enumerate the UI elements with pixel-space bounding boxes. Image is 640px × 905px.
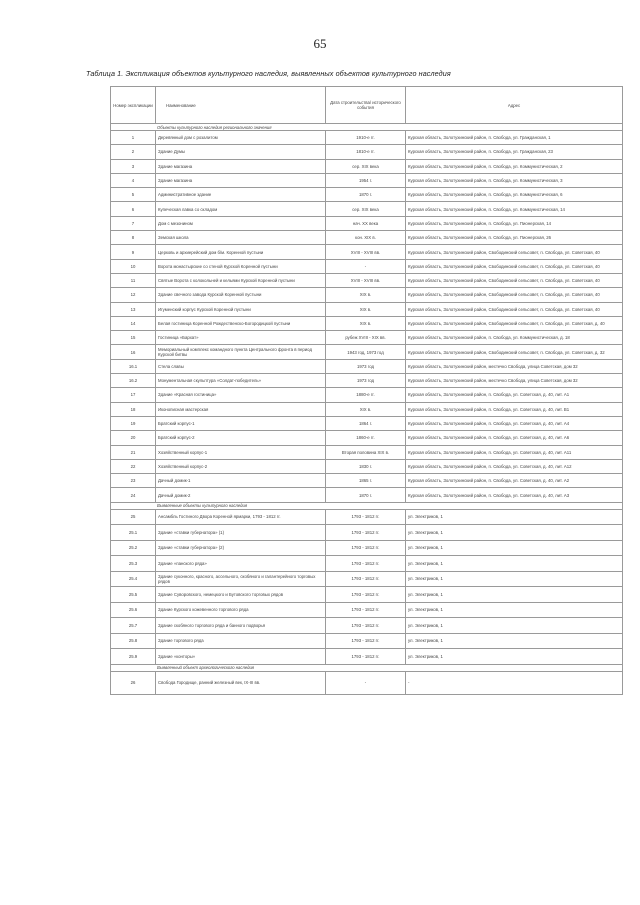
- cell-date: 1973 год: [326, 359, 406, 373]
- cell-number: 23: [111, 474, 156, 488]
- cell-date: 1793 - 1812 гг.: [326, 587, 406, 603]
- table-row: [111, 173, 623, 187]
- cell-name: Иконописная мастерская: [156, 402, 326, 416]
- cell-address: Курская область, Золотухинский район, местечко Свобода, улица Советская, дом 32: [406, 374, 623, 388]
- cell-name: Деревянный дом с розалитом: [156, 131, 326, 145]
- explication-table: [110, 86, 623, 695]
- cell-name: Здание Думы: [156, 145, 326, 159]
- cell-address: Курская область, Золотухинский район, п. Свобода, ул. Пионерская, 26: [406, 231, 623, 245]
- cell-number: 15: [111, 331, 156, 345]
- table-row: [111, 288, 623, 302]
- table-header-row: [111, 87, 623, 124]
- cell-address: Курская область, Золотухинский район, Свободинский сельсовет, п. Свобода, ул. Советская, 40: [406, 288, 623, 302]
- cell-date: 1793 - 1812 гг.: [326, 509, 406, 525]
- cell-date: 1910-е гг.: [326, 131, 406, 145]
- cell-number: 25.4: [111, 571, 156, 587]
- section-row: [111, 124, 623, 131]
- cell-address: Курская область, Золотухинский район, Свободинский сельсовет, п. Свобода, ул. Советская, 40: [406, 259, 623, 273]
- cell-name: Святые Ворота с колокольней и кельями Курской Коренной пустыни: [156, 273, 326, 287]
- cell-number: 9: [111, 245, 156, 259]
- cell-number: 25.3: [111, 556, 156, 572]
- cell-date: Вторая половина XIX в.: [326, 445, 406, 459]
- table-row: [111, 245, 623, 259]
- table-row: [111, 509, 623, 525]
- cell-number: 21: [111, 445, 156, 459]
- table-row: [111, 231, 623, 245]
- cell-name: Здание «ставки губернатора» (2): [156, 540, 326, 556]
- cell-number: 12: [111, 288, 156, 302]
- cell-address: Курская область, Золотухинский район, п. Свобода, ул. Советская, д. 40, лит. А6: [406, 431, 623, 445]
- cell-address: Курская область, Золотухинский район, Свободинский сельсовет, п. Свобода, ул. Советская, 40: [406, 302, 623, 316]
- cell-name: Здание магазина: [156, 159, 326, 173]
- cell-name: Дачный домик-1: [156, 474, 326, 488]
- table-row: [111, 618, 623, 634]
- table-row: [111, 131, 623, 145]
- cell-number: 16: [111, 345, 156, 359]
- cell-number: 8: [111, 231, 156, 245]
- cell-name: Здание скобяного торгового ряда и банного подворья: [156, 618, 326, 634]
- cell-name: Земская школа: [156, 231, 326, 245]
- table-title: Таблица 1. Экспликация объектов культурного наследия, выявленных объектов культурного наследия: [86, 69, 451, 78]
- table-row: [111, 302, 623, 316]
- cell-date: -: [326, 671, 406, 694]
- cell-name: Братский корпус-2: [156, 431, 326, 445]
- cell-address: ул. Электриков, 1: [406, 649, 623, 665]
- table-row: [111, 474, 623, 488]
- page-number: 65: [313, 36, 327, 51]
- table-row: [111, 273, 623, 287]
- table-row: [111, 540, 623, 556]
- table-row: [111, 488, 623, 502]
- cell-name: Хозяйственный корпус-1: [156, 445, 326, 459]
- column-header-name: Наименование: [156, 87, 326, 124]
- cell-number: 4: [111, 173, 156, 187]
- table-row: [111, 459, 623, 473]
- column-header-date: Дата строительства/ исторического события: [326, 87, 406, 124]
- cell-name: Игуменский корпус Курской Коренной пустыни: [156, 302, 326, 316]
- cell-number: 16.1: [111, 359, 156, 373]
- cell-number: 11: [111, 273, 156, 287]
- cell-address: -: [406, 671, 623, 694]
- cell-number: 5: [111, 188, 156, 202]
- cell-date: нач. XX века: [326, 216, 406, 230]
- cell-name: Здание «Красная гостиница»: [156, 388, 326, 402]
- cell-number: 25.6: [111, 602, 156, 618]
- cell-address: Курская область, Золотухинский район, п. Свобода, ул. Советская, д. 40, лит. А12: [406, 459, 623, 473]
- cell-name: Ансамбль Гостиного Двора Коренной ярмарки, 1793 - 1812 гг.: [156, 509, 326, 525]
- cell-name: Ворота монастырские со стеной Курской Коренной пустыни: [156, 259, 326, 273]
- cell-date: 1870 г.: [326, 188, 406, 202]
- cell-date: XIX в.: [326, 302, 406, 316]
- cell-number: 1: [111, 131, 156, 145]
- cell-name: Гостиница «Бархат»: [156, 331, 326, 345]
- section-title: Выявленный объект археологического наследия: [111, 664, 623, 671]
- cell-number: 13: [111, 302, 156, 316]
- table-row: [111, 259, 623, 273]
- cell-date: 1810-е гг.: [326, 145, 406, 159]
- table-row: [111, 602, 623, 618]
- table-row: [111, 316, 623, 330]
- cell-date: 1793 - 1812 гг.: [326, 571, 406, 587]
- cell-number: 24: [111, 488, 156, 502]
- cell-address: Курская область, Золотухинский район, Свободинский сельсовет, п. Свобода, ул. Советская, 40: [406, 245, 623, 259]
- table-row: [111, 388, 623, 402]
- section-title: Объекты культурного наследия регионального значения: [111, 124, 623, 131]
- cell-number: 25: [111, 509, 156, 525]
- cell-name: Здание «конторы»: [156, 649, 326, 665]
- cell-date: сер. XIX века: [326, 202, 406, 216]
- cell-address: Курская область, Золотухинский район, п. Свобода, ул. Советская, д. 40, лит. А1: [406, 388, 623, 402]
- cell-name: Братский корпус-1: [156, 416, 326, 430]
- cell-date: 1860-е гг.: [326, 431, 406, 445]
- cell-name: Здание торгового ряда: [156, 633, 326, 649]
- cell-date: XIX в.: [326, 288, 406, 302]
- cell-name: Дом с мезонином: [156, 216, 326, 230]
- cell-date: 1793 - 1812 гг.: [326, 602, 406, 618]
- table-row: [111, 402, 623, 416]
- cell-number: 19: [111, 416, 156, 430]
- cell-address: ул. Электриков, 1: [406, 633, 623, 649]
- section-row: [111, 502, 623, 509]
- cell-address: ул. Электриков, 1: [406, 540, 623, 556]
- cell-date: 1793 - 1812 гг.: [326, 540, 406, 556]
- cell-name: Мемориальный комплекс командного пункта Центрального фронта в период Курской битвы: [156, 345, 326, 359]
- cell-date: 1793 - 1812 гг.: [326, 618, 406, 634]
- cell-date: 1830 г.: [326, 459, 406, 473]
- cell-number: 25.1: [111, 525, 156, 541]
- cell-number: 25.2: [111, 540, 156, 556]
- cell-number: 22: [111, 459, 156, 473]
- table-row: [111, 202, 623, 216]
- cell-number: 7: [111, 216, 156, 230]
- cell-address: Курская область, Золотухинский район, Свободинский сельсовет, п. Свобода, ул. Советская, 40: [406, 273, 623, 287]
- table-row: [111, 188, 623, 202]
- cell-number: 2: [111, 145, 156, 159]
- table-row: [111, 525, 623, 541]
- cell-address: Курская область, Золотухинский район, Свободинский сельсовет, п. Свобода, ул. Советская, д. 40: [406, 316, 623, 330]
- cell-address: ул. Электриков, 1: [406, 556, 623, 572]
- table-row: [111, 445, 623, 459]
- table-row: [111, 159, 623, 173]
- cell-address: ул. Электриков, 1: [406, 571, 623, 587]
- cell-address: Курская область, Золотухинский район, п. Свобода, ул. Советская, д. 40, лит. А3: [406, 488, 623, 502]
- cell-name: Дачный домик-2: [156, 488, 326, 502]
- cell-address: Курская область, Золотухинский район, местечко Свобода, улица Советская, дом 32: [406, 359, 623, 373]
- table-row: [111, 431, 623, 445]
- cell-date: кон. XIX в.: [326, 231, 406, 245]
- cell-address: ул. Электриков, 1: [406, 618, 623, 634]
- cell-address: ул. Электриков, 1: [406, 525, 623, 541]
- table-row: [111, 649, 623, 665]
- cell-number: 17: [111, 388, 156, 402]
- cell-date: рубеж XVIII - XIX вв.: [326, 331, 406, 345]
- table-body: [111, 124, 623, 695]
- table-row: [111, 374, 623, 388]
- section-row: [111, 664, 623, 671]
- cell-name: Здание Курского кожевенного торгового ряда: [156, 602, 326, 618]
- cell-address: ул. Электриков, 1: [406, 587, 623, 603]
- cell-name: Здание свечного завода Курской Коренной пустыни: [156, 288, 326, 302]
- cell-address: ул. Электриков, 1: [406, 602, 623, 618]
- cell-address: Курская область, Золотухинский район, п. Свобода, ул. Коммунистическая, 6: [406, 188, 623, 202]
- cell-date: 1793 - 1812 гг.: [326, 649, 406, 665]
- cell-address: ул. Электриков, 1: [406, 509, 623, 525]
- cell-address: Курская область, Золотухинский район, п. Свобода, ул. Коммунистическая, 14: [406, 202, 623, 216]
- table-row: [111, 633, 623, 649]
- cell-date: 1793 - 1812 гг.: [326, 525, 406, 541]
- cell-date: 1954 г.: [326, 173, 406, 187]
- cell-address: Курская область, Золотухинский район, Свободинский сельсовет, п. Свобода, ул. Советская, д. 32: [406, 345, 623, 359]
- cell-address: Курская область, Золотухинский район, п. Свобода, ул. Гражданская, 23: [406, 145, 623, 159]
- cell-name: Свобода Городище, ранний железный век, IX-III вв.: [156, 671, 326, 694]
- cell-number: 25.7: [111, 618, 156, 634]
- table-row: [111, 587, 623, 603]
- cell-address: Курская область, Золотухинский район, п. Свобода, ул. Советская, д. 40, лит. В1: [406, 402, 623, 416]
- cell-name: Церковь и архиерейский дом б/м. Коренной пустыни: [156, 245, 326, 259]
- table-row: [111, 416, 623, 430]
- section-title: Выявленные объекты культурного наследия: [111, 502, 623, 509]
- cell-name: Административное здание: [156, 188, 326, 202]
- cell-date: 1943 год, 1973 год: [326, 345, 406, 359]
- table-row: [111, 145, 623, 159]
- cell-number: 18: [111, 402, 156, 416]
- cell-date: 1865 г.: [326, 474, 406, 488]
- table-row: [111, 671, 623, 694]
- cell-date: 1793 - 1812 гг.: [326, 633, 406, 649]
- cell-date: -: [326, 259, 406, 273]
- cell-number: 25.9: [111, 649, 156, 665]
- cell-number: 25.5: [111, 587, 156, 603]
- cell-name: Стела славы: [156, 359, 326, 373]
- cell-address: Курская область, Золотухинский район, п. Свобода, ул. Коммунистическая, 2: [406, 159, 623, 173]
- cell-date: сер. XIX века: [326, 159, 406, 173]
- cell-name: Здание магазина: [156, 173, 326, 187]
- cell-address: Курская область, Золотухинский район, п. Свобода, ул. Пионерская, 14: [406, 216, 623, 230]
- table-row: [111, 216, 623, 230]
- column-header-number: Номер экспликации: [111, 87, 156, 124]
- cell-date: 1864 г.: [326, 416, 406, 430]
- cell-name: Монументальная скульптура «Солдат-победитель»: [156, 374, 326, 388]
- cell-date: XVIII - XVIII вв.: [326, 245, 406, 259]
- column-header-address: Адрес: [406, 87, 623, 124]
- cell-name: Здание «ставки губернатора» (1): [156, 525, 326, 541]
- cell-name: Белая гостиница Коренной Рождественско-Богородицкой пустыни: [156, 316, 326, 330]
- cell-number: 26: [111, 671, 156, 694]
- cell-date: 1793 - 1812 гг.: [326, 556, 406, 572]
- cell-number: 3: [111, 159, 156, 173]
- table-row: [111, 571, 623, 587]
- table-row: [111, 359, 623, 373]
- cell-address: Курская область, Золотухинский район, п. Свобода, ул. Советская, д. 40, лит. А2: [406, 474, 623, 488]
- cell-number: 16.2: [111, 374, 156, 388]
- cell-date: 1880-е гг.: [326, 388, 406, 402]
- cell-number: 20: [111, 431, 156, 445]
- cell-number: 6: [111, 202, 156, 216]
- cell-address: Курская область, Золотухинский район, п. Свобода, ул. Советская, д. 40, лит. А11: [406, 445, 623, 459]
- cell-number: 25.8: [111, 633, 156, 649]
- cell-name: Здание Суворовского, немецкого и Бутовского торговых рядов: [156, 587, 326, 603]
- cell-name: Хозяйственный корпус-2: [156, 459, 326, 473]
- cell-number: 10: [111, 259, 156, 273]
- cell-date: 1973 год: [326, 374, 406, 388]
- cell-number: 14: [111, 316, 156, 330]
- cell-address: Курская область, Золотухинский район, п. Свобода, ул. Коммунистическая, 3: [406, 173, 623, 187]
- cell-address: Курская область, Золотухинский район, п. Свобода, ул. Коммунистическая, д. 18: [406, 331, 623, 345]
- cell-name: Здание «панского ряда»: [156, 556, 326, 572]
- table-row: [111, 331, 623, 345]
- cell-date: XIX в.: [326, 402, 406, 416]
- cell-address: Курская область, Золотухинский район, п. Свобода, ул. Гражданская, 1: [406, 131, 623, 145]
- cell-date: 1870 г.: [326, 488, 406, 502]
- cell-address: Курская область, Золотухинский район, п. Свобода, ул. Советская, д. 40, лит. А4: [406, 416, 623, 430]
- cell-date: XVIII - XVIII вв.: [326, 273, 406, 287]
- table-row: [111, 556, 623, 572]
- cell-name: Купеческая лавка со складом: [156, 202, 326, 216]
- cell-date: XIX в.: [326, 316, 406, 330]
- table-row: [111, 345, 623, 359]
- cell-name: Здание суконного, красного, ассельного, скобяного и галантерейного торговых рядов: [156, 571, 326, 587]
